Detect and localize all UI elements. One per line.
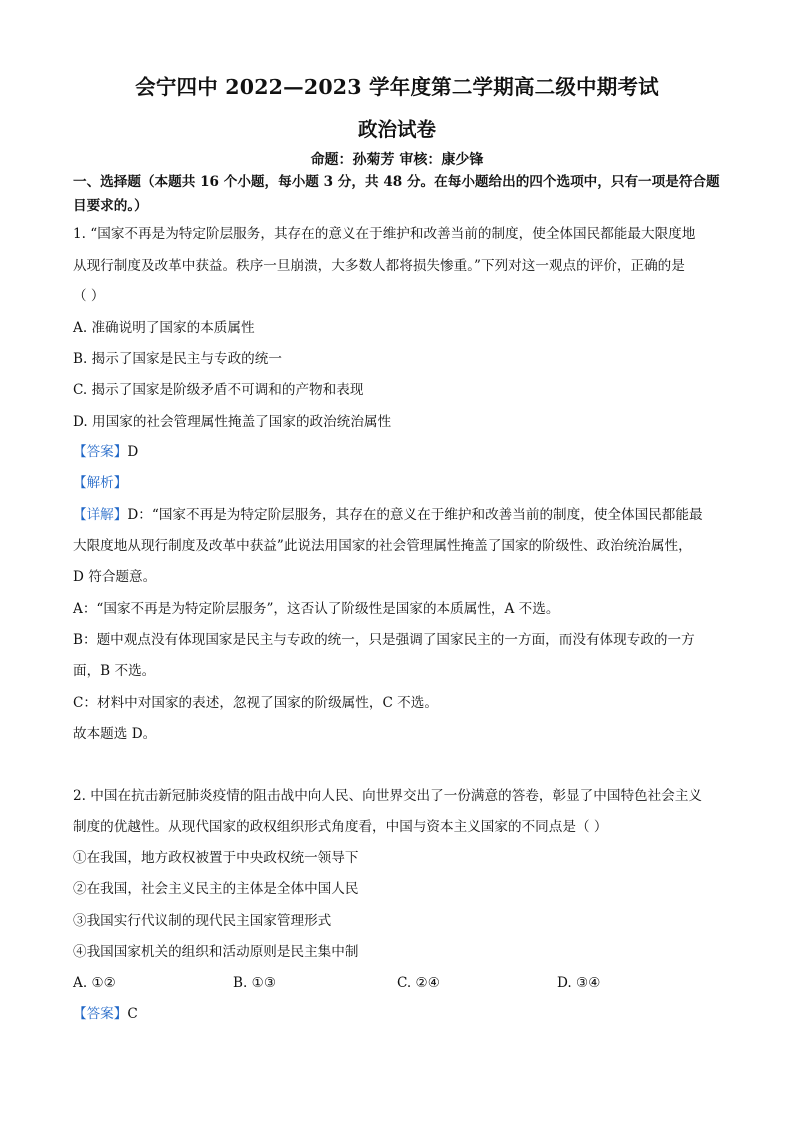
q1-detail-line3: D 符合题意。 [73,569,157,585]
q1-option-d: D. 用国家的社会管理属性掩盖了国家的政治统治属性 [73,414,392,430]
answer-tag: 【答案】 [73,444,128,460]
q1-detail-line8: 故本题选 D。 [73,726,157,742]
exam-subject: 政治试卷 [357,118,436,141]
q2-option-a: A. ①② [73,975,116,991]
q2-stem-line2: 制度的优越性。从现代国家的政权组织形式角度看，中国与资本主义国家的不同点是（ ） [73,819,608,835]
q1-detail-line4: A：“国家不再是为特定阶层服务”，这否认了阶级性是国家的本质属性，A 不选。 [73,601,560,617]
q1-answer [73,444,138,460]
answer-tag: 【答案】 [73,1006,128,1022]
q1-detail-line7: C：材料中对国家的表述，忽视了国家的阶级属性，C 不选。 [73,695,438,711]
q1-option-c: C. 揭示了国家是阶级矛盾不可调和的产物和表现 [73,382,364,398]
q1-detail-line2: 大限度地从现行制度及改革中获益”此说法用国家的社会管理属性掩盖了国家的阶级性、政治统治属性， [73,538,692,554]
section-heading-line1: 一、选择题（本题共 16 个小题，每小题 3 分，共 48 分。在每小题给出的四个选项中，只有一项是符合题 [73,174,720,190]
q2-item-1: ①在我国，地方政权被置于中央政权统一领导下 [73,850,359,866]
answer-value: C [127,1006,138,1022]
q2-option-d: D. ③④ [557,975,601,991]
section-heading-line2: 目要求的。） [73,198,148,214]
q2-item-3: ③我国实行代议制的现代民主国家管理形式 [73,913,332,929]
q2-option-b: B. ①③ [233,975,277,991]
q1-detail-line1 [73,507,703,523]
q1-analysis-tag: 【解析】 [73,475,128,491]
answer-value: D [127,444,139,460]
exam-authors: 命题：孙菊芳 审核：康少锋 [310,152,484,168]
q2-item-2: ②在我国，社会主义民主的主体是全体中国人民 [73,881,359,897]
q2-option-c: C. ②④ [397,975,440,991]
q1-option-b: B. 揭示了国家是民主与专政的统一 [73,351,282,367]
q2-item-4: ④我国国家机关的组织和活动原则是民主集中制 [73,944,359,960]
q1-stem-line3: （ ） [73,288,105,304]
q1-detail-line6: 面，B 不选。 [73,663,156,679]
q1-detail-line5: B：题中观点没有体现国家是民主与专政的统一，只是强调了国家民主的一方面，而没有体现专政的一方 [73,632,695,648]
q1-stem-line2: 从现行制度及改革中获益。秩序一旦崩溃，大多数人都将损失惨重。”下列对这一观点的评价，正确的是 [73,258,685,274]
exam-title: 会宁四中 2022—2023 学年度第二学期高二级中期考试 [135,75,659,99]
q2-stem-line1: 2. 中国在抗击新冠肺炎疫情的阻击战中向人民、向世界交出了一份满意的答卷，彰显了中国特色社会主义 [73,788,703,804]
q1-stem-line1: 1. “国家不再是为特定阶层服务，其存在的意义在于维护和改善当前的制度，使全体国民都能最大限度地 [73,226,696,242]
q2-answer [73,1006,138,1022]
detail-tag: 【详解】 [73,507,128,523]
q1-option-a: A. 准确说明了国家的本质属性 [73,320,255,336]
detail-text: D：“国家不再是为特定阶层服务，其存在的意义在于维护和改善当前的制度，使全体国民都能最 [127,507,703,523]
